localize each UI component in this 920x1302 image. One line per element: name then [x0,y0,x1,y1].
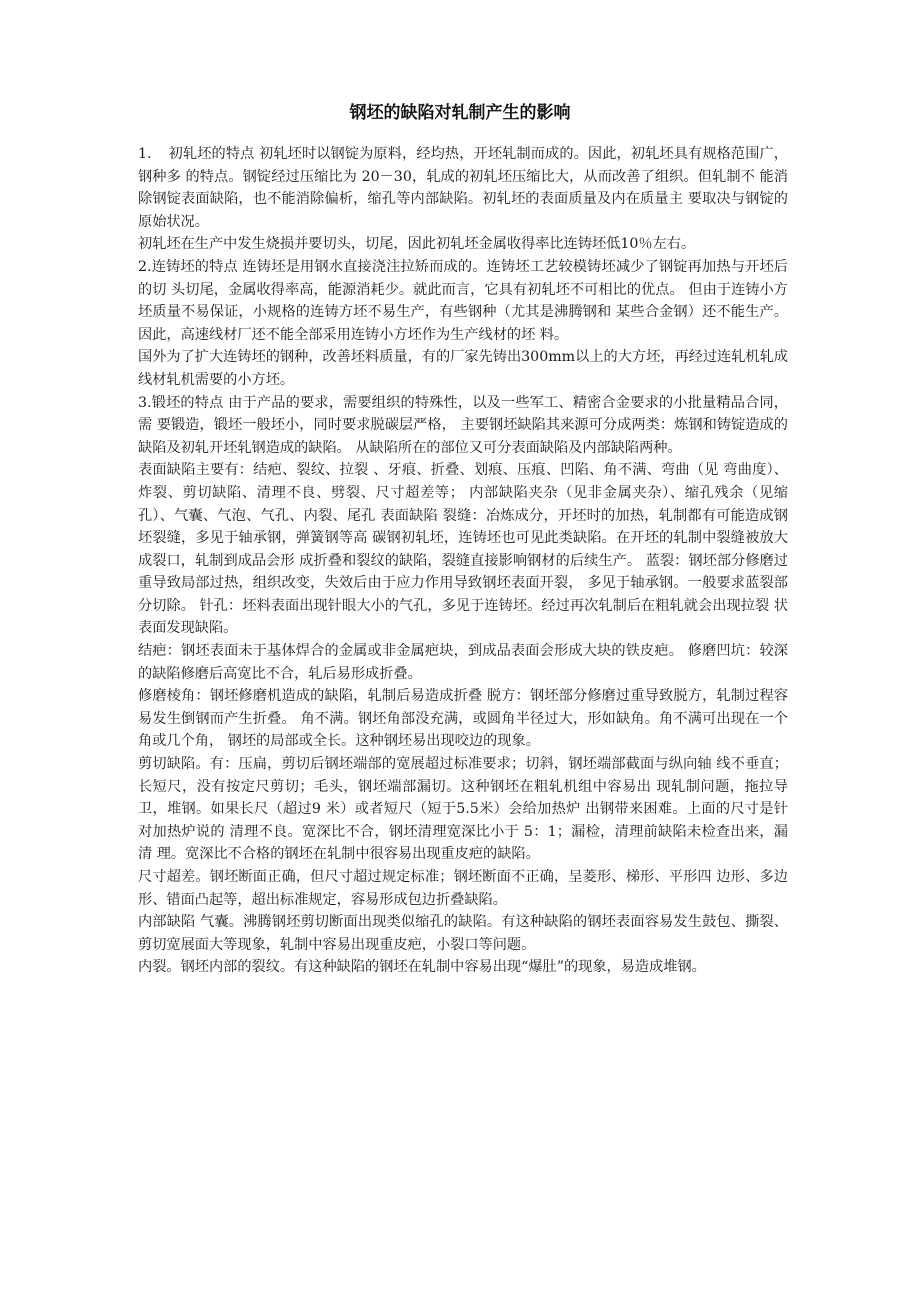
document-body [138,143,788,979]
document-title: 钢坯的缺陷对轧制产生的影响 [349,103,571,123]
paragraph-scab: 结疤：钢坯表面未于基体焊合的金属或非金属疤块，到成品表面会形成大块的铁皮疤。 修磨凹坑：较深的缺陷修磨后高宽比不合，轧后易形成折叠。 [138,643,788,682]
paragraph-internal-crack: 内裂。钢坯内部的裂纹。有这种缺陷的钢坯在轧制中容易出现“爆肚”的现象，易造成堆钢。 [138,959,706,976]
paragraph-large-bloom: 国外为了扩大连铸坯的钢种，改善坯料质量，有的厂家先铸出300mm以上的大方坯，再经过连轧机轧成线材轧机需要的小方坯。 [138,349,788,388]
paragraph-blooming-yield: 初轧坯在生产中发生烧损并要切头，切尾，因此初轧坯金属收得率比连铸坯低10％左右。 [138,236,696,253]
paragraph-surface-defects: 表面缺陷主要有：结疤、裂纹、拉裂 、牙痕、折叠、划痕、压痕、凹陷、角不满、弯曲（见 弯曲度）、炸裂、剪切缺陷、清理不良、劈裂、尺寸超差等； 内部缺陷夹杂（见非金属夹杂）、缩孔残余（见缩孔）、气囊、气泡、气孔、内裂、尾孔 表面缺陷 裂缝：冶炼成分，开坯时的加热，轧制都有可能造成钢坯裂缝，多见于轴承钢，弹簧钢等高 碳钢初轧坯，连铸坯也可见此类缺陷。在开坯的轧制中裂缝被放大成裂口，轧制到成品会形 成折叠和裂纹的缺陷，裂缝直接影响钢材的后续生产。 蓝裂：钢坯部分修磨过重导致局部过热，组织改变，失效后由于应力作用导致钢坯表面开裂， 多见于轴承钢。一般要求蓝裂部分切除。 针孔：坯料表面出现针眼大小的气孔，多见于连铸坯。经过再次轧制后在粗轧就会出现拉裂 状表面发现缺陷。 [138,462,788,637]
paragraph-blooming-billet: 1． 初轧坯的特点 初轧坯时以钢锭为原料，经均热，开坯轧制而成的。因此，初轧坯具有规格范围广，钢种多 的特点。钢锭经过压缩比为 20－30，轧成的初轧坯压缩比大，从而改善了组织。但轧制不 能消除钢锭表面缺陷，也不能消除偏析，缩孔等内部缺陷。初轧坯的表面质量及内在质量主 要取决与钢锭的原始状况。 [138,146,788,230]
paragraph-shear-defects: 剪切缺陷。有：压扁，剪切后钢坯端部的宽展超过标准要求；切斜，钢坯端部截面与纵向轴 线不垂直；长短尺，没有按定尺剪切；毛头，钢坯端部漏切。这种钢坯在粗轧机组中容易出 现轧制问题，拖拉导卫，堆钢。如果长尺（超过9 米）或者短尺（短于5.5米）会给加热炉 出钢带来困难。上面的尺寸是针对加热炉说的 清理不良。宽深比不合，钢坯清理宽深比小于 5：1；漏检，清理前缺陷未检查出来，漏清 理。宽深比不合格的钢坯在轧制中很容易出现重皮疤的缺陷。 [138,756,788,863]
paragraph-internal-blister: 内部缺陷 气囊。沸腾钢坯剪切断面出现类似缩孔的缺陷。有这种缺陷的钢坯表面容易发生鼓包、撕裂、 剪切宽展面大等现象，轧制中容易出现重皮疤，小裂口等问题。 [138,914,788,953]
paragraph-dimension-deviation: 尺寸超差。钢坯断面正确，但尺寸超过规定标准；钢坯断面不正确，呈菱形、梯形、平形四 边形、多边形、错面凸起等，超出标准规定，容易形成包边折叠缺陷。 [138,869,788,908]
paragraph-grinding-edge: 修磨棱角：钢坯修磨机造成的缺陷，轧制后易造成折叠 脱方：钢坯部分修磨过重导致脱方，轧制过程容易发生倒钢而产生折叠。 角不满。钢坯角部没充满，或圆角半径过大，形如缺角。角不满可出现在一个角或几个角， 钢坯的局部或全长。这种钢坯易出现咬边的现象。 [138,688,788,750]
paragraph-forged-billet: 3.锻坯的特点 由于产品的要求，需要组织的特殊性，以及一些军工、精密合金要求的小批量精品合同，需 要锻造，锻坯一般坯小，同时要求脱碳层严格， 主要钢坯缺陷其来源可分成两类：炼钢和铸锭造成的缺陷及初轧开坯轧钢造成的缺陷。 从缺陷所在的部位又可分表面缺陷及内部缺陷两种。 [138,394,788,456]
paragraph-continuous-casting: 2.连铸坯的特点 连铸坯是用钢水直接浇注拉矫而成的。连铸坯工艺较模铸坯减少了钢锭再加热与开坯后的切 头切尾，金属收得率高，能源消耗少。就此而言，它具有初轧坯不可相比的优点。 但由于连铸小方坯质量不易保证，小规格的连铸方坯不易生产，有些钢种（尤其是沸腾钢和 某些合金钢）还不能生产。因此，高速线材厂还不能全部采用连铸小方坯作为生产线材的坯 料。 [138,258,788,343]
